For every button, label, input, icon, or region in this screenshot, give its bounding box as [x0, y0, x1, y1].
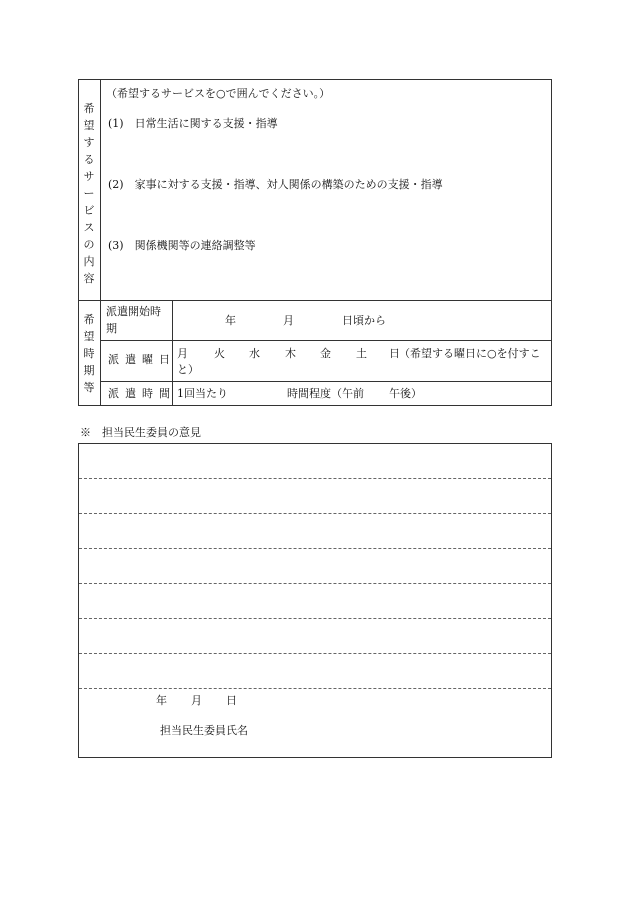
side-char: 容 [83, 272, 95, 285]
days-note-line1: （希望する曜日に○を付すこ [399, 347, 541, 360]
side-char: ス [83, 221, 95, 234]
day-friday[interactable]: 金 [320, 347, 331, 360]
day-saturday[interactable]: 土 [356, 347, 367, 360]
dispatch-days-label: 派遣曜日 [108, 353, 176, 366]
service-item-2[interactable]: (2) 家事に対する支援・指導、対人関係の構築のための支援・指導 [108, 178, 443, 191]
section-divider [78, 300, 552, 301]
start-period-label-line2: 期 [106, 322, 117, 335]
side-char: 希 [83, 313, 95, 326]
side-char: 望 [83, 330, 95, 343]
side-char: 期 [83, 364, 95, 377]
day-sunday[interactable]: 日 [389, 347, 400, 360]
start-month-field[interactable]: 月 [283, 314, 294, 327]
row-divider-1 [100, 340, 552, 341]
time-amount-field[interactable]: 時間程度（午前 [287, 387, 364, 400]
time-per-visit: 1回当たり [177, 387, 228, 400]
side-char: す [83, 136, 95, 149]
writing-line [79, 583, 551, 584]
opinion-date-year[interactable]: 年 [156, 694, 167, 707]
side-char: 時 [83, 347, 95, 360]
side-char: サ [83, 170, 95, 183]
schedule-side-label [78, 311, 100, 396]
opinion-date-month[interactable]: 月 [191, 694, 202, 707]
time-pm-field[interactable]: 午後） [389, 387, 422, 400]
writing-line [79, 478, 551, 479]
side-char: ー [83, 187, 95, 200]
writing-line [79, 653, 551, 654]
side-char: 等 [83, 381, 95, 394]
day-monday[interactable]: 月 [177, 347, 188, 360]
signature-label: 担当民生委員氏名 [160, 724, 248, 737]
days-note-line2: と） [177, 363, 199, 376]
day-thursday[interactable]: 木 [285, 347, 296, 360]
day-wednesday[interactable]: 水 [249, 347, 260, 360]
opinion-date-day[interactable]: 日 [226, 694, 237, 707]
writing-line [79, 688, 551, 689]
opinion-title: ※ 担当民生委員の意見 [80, 426, 201, 439]
services-side-label [78, 100, 100, 287]
start-year-field[interactable]: 年 [225, 314, 236, 327]
side-char: ビ [83, 204, 95, 217]
services-instruction: （希望するサービスを○で囲んでください。） [106, 87, 331, 100]
writing-line [79, 548, 551, 549]
service-item-3[interactable]: (3) 関係機関等の連絡調整等 [108, 239, 256, 252]
side-char: 希 [83, 102, 95, 115]
writing-line [79, 513, 551, 514]
side-char: る [83, 153, 95, 166]
side-char: 内 [83, 255, 95, 268]
start-day-field[interactable]: 日頃から [342, 314, 386, 327]
row-divider-2 [100, 381, 552, 382]
dispatch-time-label: 派遣時間 [108, 387, 176, 400]
day-tuesday[interactable]: 火 [214, 347, 225, 360]
side-char: の [83, 238, 95, 251]
service-item-1[interactable]: (1) 日常生活に関する支援・指導 [108, 117, 278, 130]
writing-line [79, 618, 551, 619]
side-column-divider [100, 79, 101, 405]
start-period-label-line1: 派遣開始時 [106, 305, 161, 318]
opinion-box [78, 443, 552, 758]
side-char: 望 [83, 119, 95, 132]
